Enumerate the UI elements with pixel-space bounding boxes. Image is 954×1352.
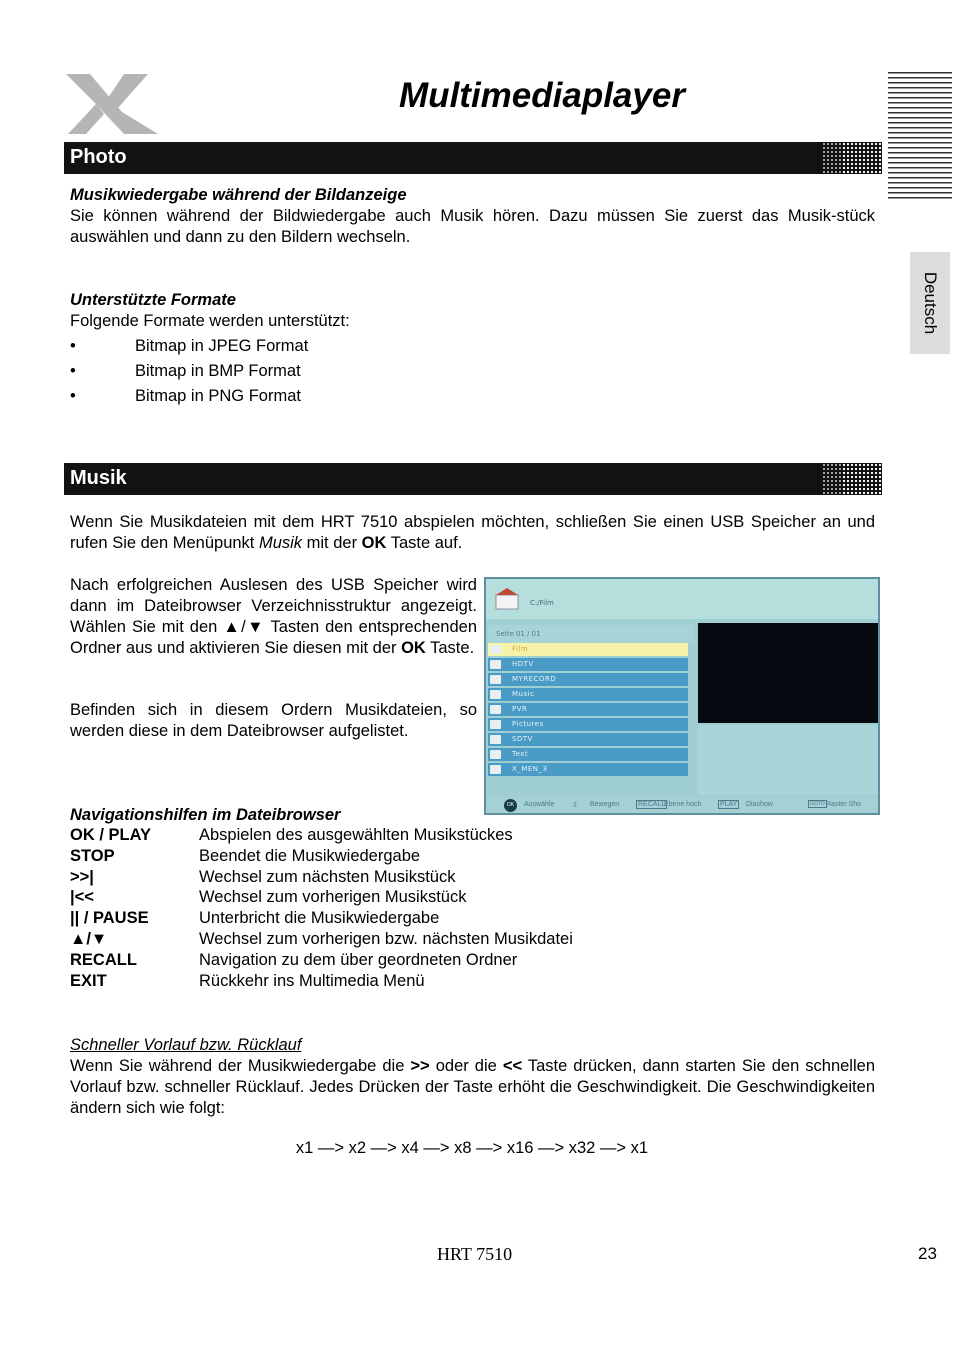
bar-dot-pattern: [822, 142, 842, 174]
table-row: || / PAUSE Unterbricht die Musikwiedergabe: [70, 909, 440, 927]
paragraph: Wenn Sie Musikdateien mit dem HRT 7510 abspielen möchten, schließen Sie einen USB Speicher an und rufen Sie den Menüpunkt Musik mit der OK Taste auf.: [70, 513, 875, 552]
folder-icon: [490, 705, 501, 714]
page-number: 23: [918, 1244, 937, 1263]
paragraph: Folgende Formate werden unterstützt:: [70, 312, 350, 330]
decorative-stripes: [888, 72, 952, 200]
table-row: EXIT Rückkehr ins Multimedia Menü: [70, 972, 425, 990]
subheading: Unterstützte Formate: [70, 291, 236, 309]
screenshot-help-bar: OK Auswähle ⇳ Bewegen RECALL Ebene hoch PLAY Diashow GOTO Raster Sho: [486, 797, 878, 813]
paragraph: Sie können während der Bildwiedergabe auch Musik hören. Dazu müssen Sie zuerst das Musik-stück auswählen und dann zu den Bildern wechseln.: [70, 207, 875, 246]
list-item: HDTV: [488, 658, 688, 671]
list-item: Film: [488, 643, 688, 656]
ok-button-icon: OK: [504, 799, 517, 812]
list-item: MYRECORD: [488, 673, 688, 686]
bar-dot-pattern: [842, 142, 882, 174]
subheading: Musikwiedergabe während der Bildanzeige: [70, 186, 407, 204]
list-item: PVR: [488, 703, 688, 716]
speed-sequence: x1 —> x2 —> x4 —> x8 —> x16 —> x32 —> x1: [295, 1139, 649, 1157]
section-bar-photo: [64, 142, 882, 174]
folder-icon: [490, 720, 501, 729]
folder-icon: [490, 675, 501, 684]
table-row: |<< Wechsel zum vorherigen Musikstück: [70, 888, 467, 906]
section-heading: Photo: [70, 146, 127, 168]
section-bar-musik: [64, 463, 882, 495]
folder-icon: [490, 750, 501, 759]
bullet-icon: •: [70, 362, 76, 380]
table-row: >>| Wechsel zum nächsten Musikstück: [70, 868, 456, 886]
screenshot-path: C:/Film: [530, 599, 554, 607]
folder-icon: [490, 690, 501, 699]
screenshot-preview: [698, 623, 878, 723]
table-row: ▲/▼ Wechsel zum vorherigen bzw. nächsten Musikdatei: [70, 930, 573, 948]
language-tab: [910, 252, 950, 354]
home-folder-icon: [494, 587, 520, 611]
folder-icon: [490, 735, 501, 744]
subheading: Schneller Vorlauf bzw. Rücklauf: [70, 1036, 302, 1054]
bar-dot-pattern: [842, 463, 882, 495]
updown-icon: ⇳: [572, 802, 578, 809]
file-browser-screenshot: [484, 577, 880, 815]
table-row: STOP Beendet die Musikwiedergabe: [70, 847, 421, 865]
screenshot-info-panel: [698, 725, 878, 795]
table-row: RECALL Navigation zu dem über geordneten Ordner: [70, 951, 518, 969]
section-heading: Musik: [70, 467, 127, 489]
bullet-icon: •: [70, 337, 76, 355]
paragraph: Befinden sich in diesem Ordern Musikdateien, so werden diese in dem Dateibrowser aufgelistet.: [70, 701, 477, 740]
screenshot-page-bar: Seite 01 / 01: [488, 625, 694, 643]
screenshot-header: [486, 579, 878, 619]
folder-icon: [490, 660, 501, 669]
page-title: Multimediaplayer: [399, 76, 685, 115]
list-item: Text: [488, 748, 688, 761]
footer-model: HRT 7510: [437, 1244, 513, 1264]
table-row: OK / PLAY Abspielen des ausgewählten Musikstückes: [70, 826, 513, 844]
bullet-icon: •: [70, 387, 76, 405]
language-label: Deutsch: [921, 271, 940, 335]
list-item: Pictures: [488, 718, 688, 731]
paragraph: Wenn Sie während der Musikwiedergabe die >> oder die << Taste drücken, dann starten Sie den schnellen Vorlauf bzw. schneller Rücklauf. Jedes Drücken der Taste erhöht die Geschwindigkeit. Die Geschwindigkeiten ändern sich wie folgt:: [70, 1057, 875, 1117]
folder-icon: [490, 645, 501, 654]
bar-dot-pattern: [822, 463, 842, 495]
subheading: Navigationshilfen im Dateibrowser: [70, 806, 341, 824]
list-item: Music: [488, 688, 688, 701]
paragraph: Nach erfolgreichen Auslesen des USB Speicher wird dann im Dateibrowser Verzeichnisstruktur angezeigt. Wählen Sie mit den ▲/▼ Tasten den entsprechenden Ordner aus und aktivieren Sie diesen mit der OK Taste.: [70, 576, 477, 657]
list-item: SDTV: [488, 733, 688, 746]
list-item: X_MEN_3: [488, 763, 688, 776]
folder-icon: [490, 765, 501, 774]
